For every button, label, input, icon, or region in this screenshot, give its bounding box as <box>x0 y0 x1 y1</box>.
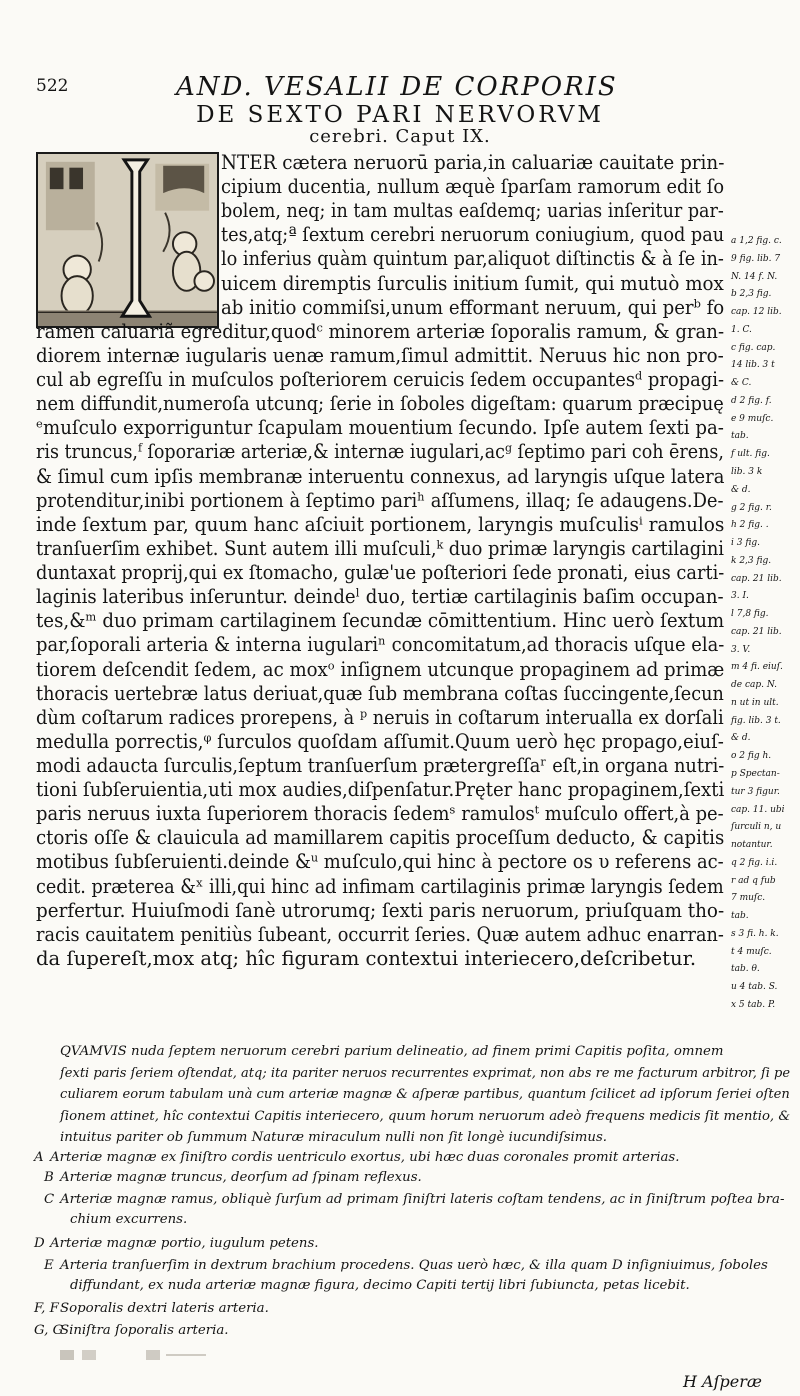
margin-note: a 1,2 fig. c. <box>731 236 782 246</box>
caption-line: culiarem eorum tabulam unà cum arteriæ magnæ & aſperæ partibus, quantum ſcilicet ad ipſorum ſeriei oſten <box>60 1087 790 1102</box>
legend-key: E <box>44 1258 54 1273</box>
legend-text: Siniſtra ſoporalis arteria. <box>60 1323 229 1338</box>
margin-note: g 2 fig. r. <box>731 502 772 513</box>
legend-key: A <box>34 1150 44 1165</box>
margin-note: cap. 11. ubi <box>731 804 785 815</box>
legend-key: G, G <box>34 1323 64 1338</box>
margin-note: cap. 21 lib. <box>731 573 782 584</box>
body-line: paris neruus iuxta ſuperiorem thoracis ſedemˢ ramulosᵗ muſculo offert,à pe- <box>36 802 724 826</box>
margin-note: c fig. cap. <box>731 342 776 353</box>
margin-note: l 7,8 fig. <box>731 609 769 620</box>
margin-note: 3. V. <box>731 644 751 655</box>
legend-text: Arteriæ magnæ portio, iugulum petens. <box>50 1236 319 1251</box>
body-line: medulla porrectis,ᵠ ſurculos quoſdam aſſumit.Quum uerò hęc propago,eiuſ- <box>36 729 724 753</box>
margin-note: de cap. N. <box>731 680 777 691</box>
body-line: tes,atq;ª ſextum cerebri neruorum coniugium, quod pau <box>221 223 725 247</box>
body-line: tes,&ᵐ duo primam cartilaginem ſecundæ cōmittentium. Hinc uerò ſextum <box>36 609 725 633</box>
caption-line: ſexti paris ſeriem oſtendat, atq; ita pariter neruos recurrentes exprimat, non abs re me facturum arbitror, ſi pe <box>60 1065 791 1081</box>
margin-note: x 5 tab. P. <box>731 1000 776 1010</box>
body-line: laginis lateribus inſeruntur. deindeˡ duo, tertiæ cartilaginis baſim occupan- <box>36 585 724 609</box>
margin-note: 7 muſc. <box>731 893 766 904</box>
margin-note: tur 3 figur. <box>731 786 780 797</box>
body-line: ᵉmuſculo exporriguntur ſcapulam mouentium ſecundo. Ipſe autem ſexti pa- <box>36 416 724 440</box>
caption-line: QVAMVIS nuda ſeptem neruorum cerebri parium delineatio, ad finem primi Capitis poſita, omnem <box>60 1044 724 1059</box>
margin-note: r ad q fub <box>731 875 776 886</box>
margin-note: k 2,3 fig. <box>731 555 772 566</box>
catchword: H Aſperæ <box>683 1372 762 1391</box>
caption-line: intuitus pariter ob ſummum Naturæ miraculum nulli non ſit longè iucundiſsimus. <box>60 1130 608 1145</box>
margin-note: tab. θ. <box>731 964 760 975</box>
body-line: ramen caluariã egreditur,quodᶜ minorem arteriæ ſoporalis ramum, & gran- <box>36 319 725 343</box>
legend-key: D <box>34 1236 45 1251</box>
chapter-subtitle: cerebri. Caput IX. <box>309 126 491 147</box>
body-line: tranſuerſim exhibet. Sunt autem illi muſculi,ᵏ duo primæ laryngis cartilagini <box>36 536 725 560</box>
legend-key: F, F <box>34 1301 59 1316</box>
margin-note: 1. C. <box>731 324 752 335</box>
body-line: ctoris oſſe & clauicula ad mamillarem capitis proceſſum deducto, & capitis <box>36 826 725 850</box>
body-line: dùm coſtarum radices prorepens, à ᵖ neruis in coſtarum interualla ex dorſali <box>36 705 724 729</box>
body-line: cipium ducentia, nullum æquè ſparſam ramorum edit ſo <box>221 175 725 199</box>
margin-note: & C. <box>731 378 752 389</box>
body-line: ris truncus,ᶠ ſoporariæ arteriæ,& internæ iugulari,acᵍ ſeptimo pari coh ērens, <box>36 440 724 464</box>
legend-key: C <box>44 1192 55 1207</box>
margin-note: N. 14 f. N. <box>731 271 778 282</box>
margin-note: e 9 muſc. <box>731 413 774 424</box>
margin-note: 3. I. <box>731 591 749 602</box>
margin-note: & d. <box>731 733 751 744</box>
margin-note: b 2,3 fig. <box>731 289 772 300</box>
legend-text: diffundant, ex nuda arteriæ magnæ figura, decimo Capiti tertij libri ſubiuncta, petas licebit. <box>70 1278 690 1293</box>
body-line: tioni ſubſeruientia,uti mox audies,diſpenſatur.Pręter hanc propaginem,ſexti <box>36 778 725 802</box>
legend-text: Soporalis dextri lateris arteria. <box>60 1301 269 1316</box>
margin-note: h 2 fig. . <box>731 520 769 531</box>
body-line: da ſupereſt,mox atq; hîc figuram contextui interiecero,deſcribetur. <box>36 946 697 970</box>
margin-note: o 2 fig h. <box>731 751 772 762</box>
margin-note: cap. 21 lib. <box>731 626 782 637</box>
margin-note: u 4 tab. S. <box>731 982 778 993</box>
margin-note: f ult. fig. <box>731 449 770 460</box>
body-line: duntaxat proprij,qui ex ſtomacho, gulæ'ue poſteriori ſede pronati, eius carti- <box>36 561 725 585</box>
margin-note: m 4 fi. eiuſ. <box>731 662 783 673</box>
body-line: lo inferius quàm quintum par,aliquot diſtinctis & à ſe in- <box>221 247 724 271</box>
body-line: motibus ſubſeruienti.deinde &ᵘ muſculo,qui hinc à pectore os υ referens ac- <box>36 850 724 874</box>
margin-note: t 4 muſc. <box>731 946 772 957</box>
chapter-title: DE SEXTO PARI NERVORVM <box>196 102 604 128</box>
body-line: uicem diremptis ſurculis initium ſumit, qui mutuò mox <box>221 271 724 295</box>
body-line: nem diffundit,numeroſa utcunq; ſerie in ſoboles digeſtam: quarum præcipuę <box>36 392 724 416</box>
margin-note: d 2 fig. f. <box>731 395 772 406</box>
body-line: inde ſextum par, quum hanc aſciuit portionem, laryngis muſculisⁱ ramulos <box>36 512 725 536</box>
legend-text: Arteriæ magnæ ramus, obliquè ſurſum ad primam ſiniſtri lateris coſtam tendens, ac in ſiniſtrum poſtea bra- <box>60 1192 785 1207</box>
margin-note: n ut in ult. <box>731 697 779 708</box>
legend-text: Arteria tranſuerſim in dextrum brachium procedens. Quas uerò hæc, & illa quam D inſigniuimus, ſoboles <box>60 1258 768 1273</box>
margin-note: notantur. <box>731 840 773 851</box>
body-line: thoracis uertebræ latus deriuat,quæ ſub membrana coſtas ſuccingente,ſecun <box>36 681 724 705</box>
page-number: 522 <box>36 76 69 96</box>
margin-note: & d. <box>731 484 751 495</box>
body-line: cedit. præterea &ˣ illi,qui hinc ad infimam cartilaginis primæ laryngis ſedem <box>36 874 724 898</box>
body-line: modi adaucta ſurculis,ſeptum tranſuerſum prætergreſſaʳ eſt,in organa nutri- <box>36 754 725 777</box>
margin-note: ſurculi n, u <box>731 822 782 833</box>
margin-note: q 2 fig. i.i. <box>731 857 778 868</box>
running-head <box>36 72 756 102</box>
margin-note: 14 lib. 3 t <box>731 360 775 371</box>
margin-note: fig. lib. 3 t. <box>731 715 781 726</box>
margin-note: cap. 12 lib. <box>731 307 782 318</box>
legend-text: Arteriæ magnæ truncus, deorſum ad ſpinam reflexus. <box>60 1170 422 1185</box>
legend-text: Arteriæ magnæ ex ſiniſtro cordis uentriculo exortus, ubi hæc duas coronales promit arterias. <box>50 1150 680 1165</box>
caption-line: ſionem attinet, hîc contextui Capitis interiecero, quum horum neruorum adeò frequens medicis ſit mentio, & <box>60 1108 791 1124</box>
body-line: perfertur. Huiuſmodi ſanè utrorumq; ſexti paris neruorum, priuſquam tho- <box>36 898 725 922</box>
body-line: par,ſoporali arteria & interna iugulariⁿ concomitatum,ad thoracis uſque ela- <box>36 633 725 657</box>
body-line: diorem internæ iugularis uenæ ramum,ſimul admittit. Neruus hic non pro- <box>36 343 724 367</box>
legend-text: chium excurrens. <box>70 1212 188 1227</box>
margin-note: i 3 fig. <box>731 538 760 549</box>
body-line: protenditur,inibi portionem à ſeptimo pariʰ aſſumens, illaq; ſe adaugens.De- <box>36 488 724 512</box>
body-line: cul ab egreſſu in muſculos poſteriorem ceruicis ſedem occupantesᵈ propagi- <box>36 368 725 392</box>
margin-note: 9 fig. lib. 7 <box>731 253 781 264</box>
body-line: tiorem deſcendit ſedem, ac moxᵒ inſignem utcunque propaginem ad primæ <box>36 657 725 681</box>
body-line: NTER cætera neruorū paria,in caluariæ cauitate prin- <box>221 151 725 174</box>
body-line: racis cauitatem penitiùs ſubeant, occurrit ſeries. Quæ autem adhuc enarran- <box>36 922 724 946</box>
margin-note: lib. 3 k <box>731 466 763 477</box>
running-title: AND. VESALII DE CORPORIS <box>176 72 618 102</box>
margin-note: p Spectan- <box>731 769 780 780</box>
faint-bleedthrough-marks <box>60 1346 260 1364</box>
legend-key: B <box>44 1170 54 1185</box>
margin-note: s 3 fi. h. k. <box>731 928 779 939</box>
margin-note: tab. <box>731 431 749 442</box>
margin-note: tab. <box>731 911 749 922</box>
body-line: bolem, neq; in tam multas eaſdemq; uarias inſeritur par- <box>221 199 724 223</box>
body-line: & ſimul cum ipſis membranæ interuentu connexus, ad laryngis uſque latera <box>36 464 725 488</box>
body-line: ab initio commiſsi,unum efformant neruum, qui perᵇ fo <box>221 295 725 319</box>
woodcut-initial-i <box>36 152 219 328</box>
